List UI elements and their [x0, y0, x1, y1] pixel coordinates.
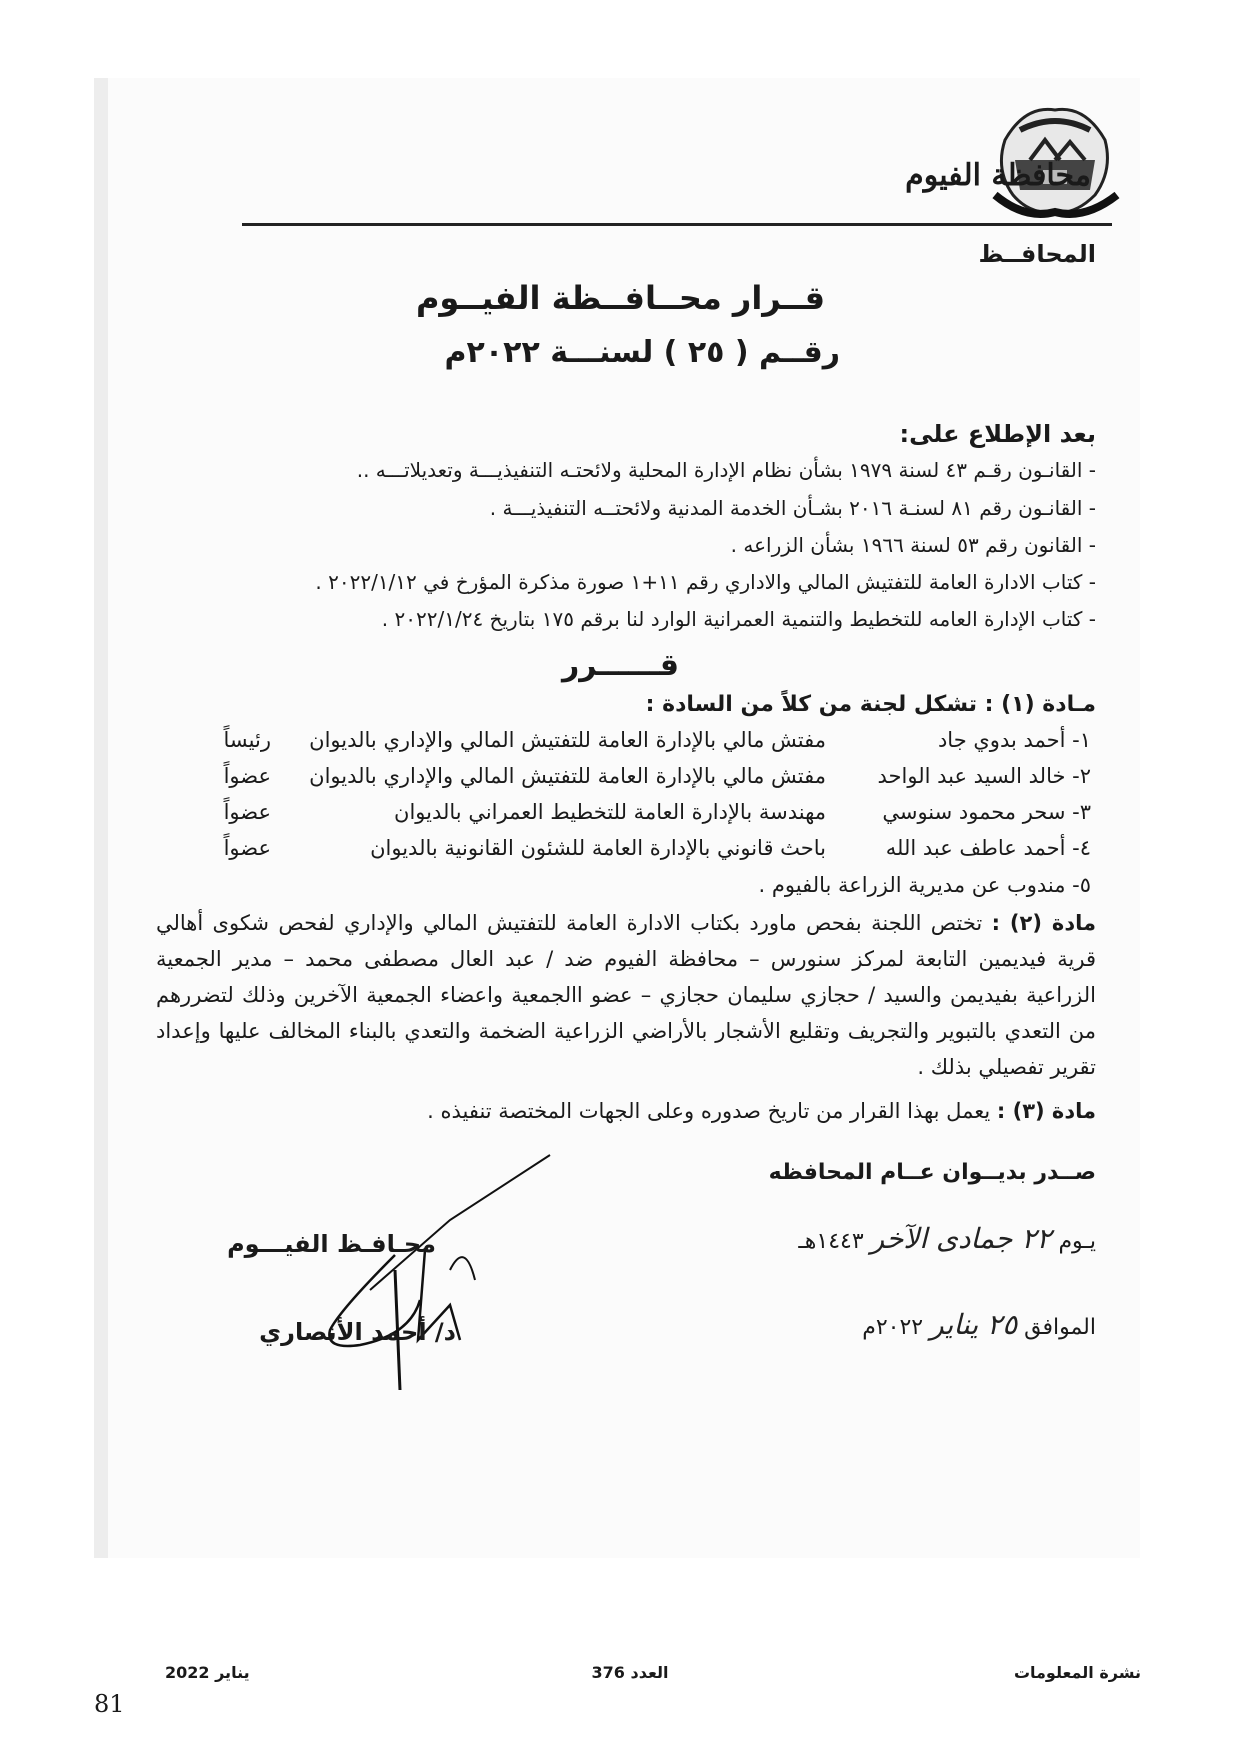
preamble-item: - القانـون رقـم ٤٣ لسنة ١٩٧٩ بشأن نظام الإدارة المحلية ولائحتـه التنفيذيـــة وتعديلاتـــه .. [356, 458, 1096, 482]
issuance-heading: صــدر بديــوان عــام المحافظه [768, 1160, 1096, 1185]
member-name: ٣- سحر محمود سنوسي [882, 800, 1091, 824]
department-label: المحافــظ [978, 240, 1096, 268]
decides-heading: قــــــرر [561, 648, 680, 683]
decision-number: رقــم ( ٢٥ ) لسنـــة ٢٠٢٢م [444, 335, 840, 370]
hijri-handwritten-date: ٢٢ جمادى الآخر [870, 1222, 1052, 1255]
member-job: مفتش مالي بالإدارة العامة للتفتيش المالي والإداري بالديوان [309, 728, 826, 752]
article-1-heading: مـادة (١) : تشكل لجنة من كلاً من السادة : [645, 692, 1096, 717]
gregorian-handwritten-date: ٢٥ يناير [930, 1308, 1018, 1341]
member-name: ١- أحمد بدوي جاد [937, 728, 1091, 752]
gregorian-prefix: الموافق [1024, 1315, 1096, 1340]
page-number: 81 [94, 1690, 125, 1718]
preamble-item: - القانـون رقم ٨١ لسنـة ٢٠١٦ بشـأن الخدمة المدنية ولائحتــه التنفيذيـــة . [489, 496, 1096, 520]
header-divider [242, 223, 1112, 226]
member-job: باحث قانوني بالإدارة العامة للشئون القانونية بالديوان [370, 836, 826, 860]
member-job: مفتش مالي بالإدارة العامة للتفتيش المالي والإداري بالديوان [309, 764, 826, 788]
governorate-name: محافظة الفيوم [905, 158, 1091, 193]
gregorian-year: ٢٠٢٢م [862, 1315, 924, 1340]
footer-publication: نشرة المعلومات [1013, 1663, 1141, 1682]
member-name: ٢- خالد السيد عبد الواحد [877, 764, 1091, 788]
governor-name: د/ أحمد الأنصاري [259, 1318, 456, 1346]
gregorian-date-line [862, 1308, 1096, 1341]
member-row [0, 764, 1241, 798]
article-2-text: تختص اللجنة بفحص ماورد بكتاب الادارة العامة للتفتيش المالي والإداري لفحص شكوى أهالي قرية فيديمين التابعة لمركز سنورس – محافظة الفيوم ضد / عبد العال مصطفى محمد – مدير الجمعية الزراعية بفيديمن والسيد / حجازي سليمان حجازي – عضو االجمعية واعضاء الجمعية الآخرين وذلك لتضررهم من التعدي بالتبوير والتجريف وتقليع الأشجار بالأراضي الزراعية الضخمة والتعدي بالبناء المخالف عليها وإعداد تقرير تفصيلي بذلك . [156, 911, 1096, 1079]
decision-title: قــرار محــافــظة الفيــوم [415, 279, 826, 317]
member-role: عضواً [223, 800, 271, 824]
preamble-item: - القانون رقم ٥٣ لسنة ١٩٦٦ بشأن الزراعه . [730, 533, 1096, 557]
article-2-label: مادة (٢) : [991, 911, 1096, 935]
article-3-label: مادة (٣) : [996, 1099, 1096, 1123]
member-name: ٤- أحمد عاطف عبد الله [885, 836, 1091, 860]
preamble-heading: بعد الإطلاع على: [899, 420, 1096, 448]
governor-title: محـافـظ الفيـــوم [227, 1230, 436, 1258]
member-role: عضواً [223, 764, 271, 788]
hijri-date-line [798, 1222, 1096, 1255]
member-row [0, 836, 1241, 870]
preamble-item: - كتاب الإدارة العامه للتخطيط والتنمية العمرانية الوارد لنا برقم ١٧٥ بتاريخ ٢٠٢٢/١/٢٤ . [381, 607, 1096, 631]
member-role: رئيساً [223, 728, 271, 752]
article-3-text: يعمل بهذا القرار من تاريخ صدوره وعلى الجهات المختصة تنفيذه . [427, 1099, 991, 1123]
footer-issue: العدد 376 [591, 1663, 669, 1682]
hijri-prefix: يـوم [1058, 1229, 1096, 1254]
article-2 [156, 905, 1096, 1085]
member-role: عضواً [223, 836, 271, 860]
handwritten-signature [300, 1150, 560, 1390]
preamble-item: - كتاب الادارة العامة للتفتيش المالي والاداري رقم ١١+١ صورة مذكرة المؤرخ في ٢٠٢٢/١/١٢ . [315, 570, 1096, 594]
member-job: مهندسة بالإدارة العامة للتخطيط العمراني بالديوان [394, 800, 826, 824]
article-3 [156, 1093, 1096, 1129]
hijri-year: ١٤٤٣هـ [798, 1229, 864, 1254]
member-row [0, 800, 1241, 834]
member-extra: ٥- مندوب عن مديرية الزراعة بالفيوم . [758, 873, 1091, 897]
footer-date: يناير 2022 [165, 1663, 250, 1682]
member-row [0, 728, 1241, 762]
